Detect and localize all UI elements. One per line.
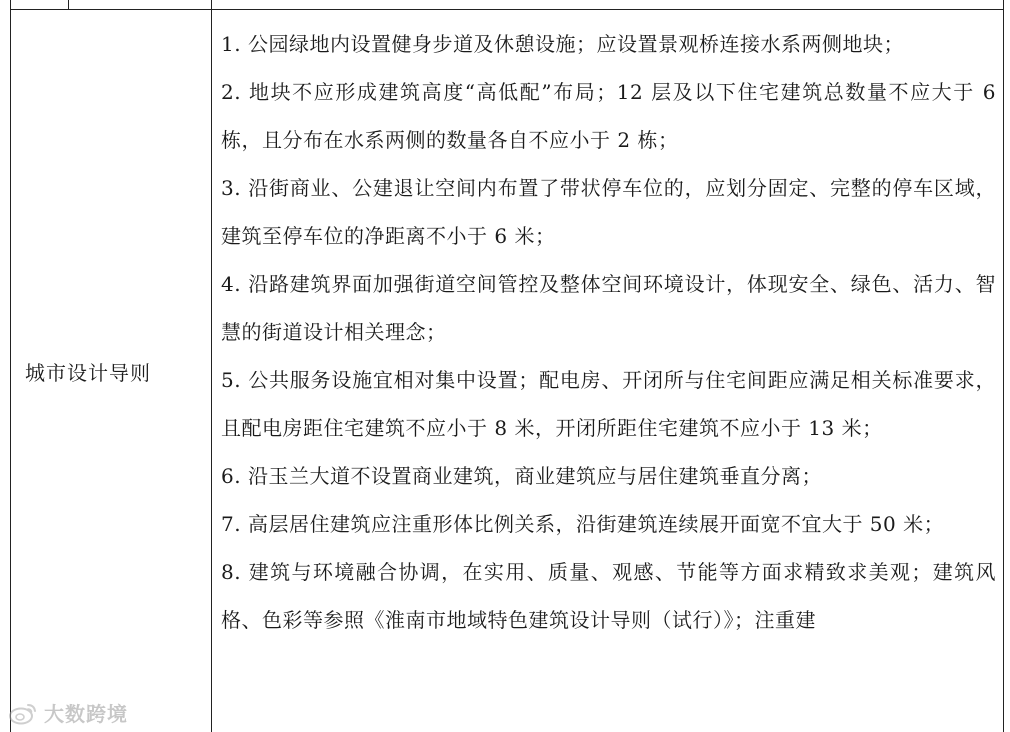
guideline-item-4: 4. 沿路建筑界面加强街道空间管控及整体空间环境设计，体现安全、绿色、活力、智慧的街道设计相关理念； xyxy=(221,272,996,344)
table-column-divider xyxy=(211,0,212,732)
weibo-logo-icon xyxy=(8,701,38,725)
guideline-item-7: 7. 高层居住建筑应注重形体比例关系，沿街建筑连续展开面宽不宜大于 50 米； xyxy=(221,512,945,536)
table-border-right xyxy=(1003,0,1004,732)
guideline-item-8: 8. 建筑与环境融合协调，在实用、质量、观感、节能等方面求精致求美观；建筑风格、色彩等参照《淮南市地域特色建筑设计导则（试行）》；注重建 xyxy=(221,560,996,632)
guideline-item-3: 3. 沿街商业、公建退让空间内布置了带状停车位的，应划分固定、完整的停车区域，建筑至停车位的净距离不小于 6 米； xyxy=(221,176,996,248)
guideline-item-6: 6. 沿玉兰大道不设置商业建筑，商业建筑应与居住建筑垂直分离； xyxy=(221,464,822,488)
watermark-text: 大数跨境 xyxy=(44,702,128,726)
row-label: 城市设计导则 xyxy=(25,360,151,385)
row-label-cell xyxy=(11,10,211,732)
guideline-item-2: 2. 地块不应形成建筑高度“高低配”布局；12 层及以下住宅建筑总数量不应大于 6 栋，且分布在水系两侧的数量各自不应小于 2 栋； xyxy=(221,80,996,152)
guideline-item-5: 5. 公共服务设施宜相对集中设置；配电房、开闭所与住宅间距应满足相关标准要求，且配电房距住宅建筑不应小于 8 米，开闭所距住宅建筑不应小于 13 米； xyxy=(221,368,996,440)
content-cell xyxy=(221,20,996,644)
watermark xyxy=(8,698,128,727)
guideline-item-1: 1. 公园绿地内设置健身步道及休憩设施；应设置景观桥连接水系两侧地块； xyxy=(221,32,904,56)
